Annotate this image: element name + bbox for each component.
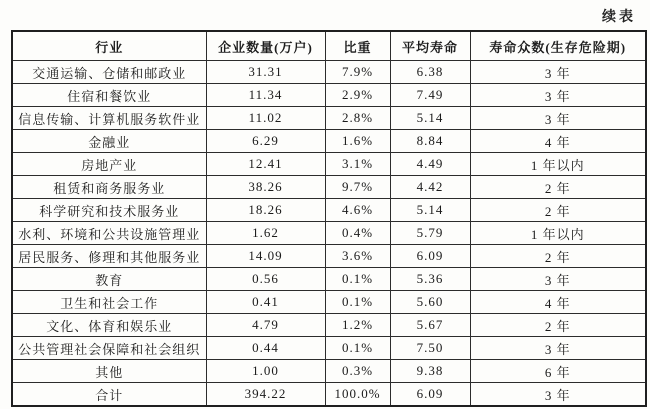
- enterprise-count-cell: 18.26: [206, 199, 325, 222]
- enterprise-count-cell: 11.02: [206, 107, 325, 130]
- enterprise-count-cell: 0.56: [206, 268, 325, 291]
- industry-cell: 居民服务、修理和其他服务业: [12, 245, 206, 268]
- industry-cell: 卫生和社会工作: [12, 291, 206, 314]
- lifespan-mode-cell: 2 年: [470, 199, 646, 222]
- table-row: [12, 107, 646, 130]
- col-header-proportion: 比重: [325, 31, 390, 61]
- lifespan-mode-cell: 3 年: [470, 61, 646, 84]
- proportion-cell: 0.3%: [325, 360, 390, 383]
- table-row: [12, 199, 646, 222]
- industry-cell: 公共管理社会保障和社会组织: [12, 337, 206, 360]
- average-lifespan-cell: 6.09: [390, 383, 470, 407]
- industry-cell: 文化、体育和娱乐业: [12, 314, 206, 337]
- table-row-total: [12, 383, 646, 407]
- lifespan-mode-cell: 2 年: [470, 314, 646, 337]
- proportion-cell: 3.6%: [325, 245, 390, 268]
- average-lifespan-cell: 4.42: [390, 176, 470, 199]
- enterprise-count-cell: 11.34: [206, 84, 325, 107]
- table-row: [12, 245, 646, 268]
- enterprise-count-cell: 6.29: [206, 130, 325, 153]
- lifespan-mode-cell: 3 年: [470, 84, 646, 107]
- proportion-cell: 100.0%: [325, 383, 390, 407]
- proportion-cell: 0.4%: [325, 222, 390, 245]
- lifespan-mode-cell: 4 年: [470, 130, 646, 153]
- average-lifespan-cell: 8.84: [390, 130, 470, 153]
- enterprise-count-cell: 0.44: [206, 337, 325, 360]
- table-row: [12, 314, 646, 337]
- col-header-industry: 行业: [12, 31, 206, 61]
- table-row: [12, 130, 646, 153]
- average-lifespan-cell: 5.36: [390, 268, 470, 291]
- average-lifespan-cell: 7.50: [390, 337, 470, 360]
- industry-cell: 交通运输、仓储和邮政业: [12, 61, 206, 84]
- table-header: [12, 31, 646, 61]
- enterprise-count-cell: 1.62: [206, 222, 325, 245]
- proportion-cell: 4.6%: [325, 199, 390, 222]
- average-lifespan-cell: 5.14: [390, 107, 470, 130]
- col-header-average-lifespan: 平均寿命: [390, 31, 470, 61]
- industry-cell: 教育: [12, 268, 206, 291]
- table-row: [12, 61, 646, 84]
- lifespan-mode-cell: 2 年: [470, 245, 646, 268]
- proportion-cell: 0.1%: [325, 291, 390, 314]
- industry-cell: 水利、环境和公共设施管理业: [12, 222, 206, 245]
- industry-cell: 合计: [12, 383, 206, 407]
- lifespan-mode-cell: 6 年: [470, 360, 646, 383]
- enterprise-count-cell: 394.22: [206, 383, 325, 407]
- proportion-cell: 9.7%: [325, 176, 390, 199]
- table-row: [12, 153, 646, 176]
- proportion-cell: 2.8%: [325, 107, 390, 130]
- proportion-cell: 1.2%: [325, 314, 390, 337]
- enterprise-count-cell: 12.41: [206, 153, 325, 176]
- proportion-cell: 1.6%: [325, 130, 390, 153]
- proportion-cell: 7.9%: [325, 61, 390, 84]
- average-lifespan-cell: 5.79: [390, 222, 470, 245]
- proportion-cell: 2.9%: [325, 84, 390, 107]
- proportion-cell: 3.1%: [325, 153, 390, 176]
- lifespan-mode-cell: 4 年: [470, 291, 646, 314]
- col-header-lifespan-mode: 寿命众数(生存危险期): [470, 31, 646, 61]
- industry-cell: 租赁和商务服务业: [12, 176, 206, 199]
- industry-cell: 其他: [12, 360, 206, 383]
- average-lifespan-cell: 5.67: [390, 314, 470, 337]
- table-row: [12, 176, 646, 199]
- enterprise-count-cell: 0.41: [206, 291, 325, 314]
- enterprise-count-cell: 14.09: [206, 245, 325, 268]
- lifespan-mode-cell: 3 年: [470, 383, 646, 407]
- industry-cell: 住宿和餐饮业: [12, 84, 206, 107]
- average-lifespan-cell: 4.49: [390, 153, 470, 176]
- lifespan-mode-cell: 1 年以内: [470, 153, 646, 176]
- col-header-enterprise-count: 企业数量(万户): [206, 31, 325, 61]
- lifespan-mode-cell: 3 年: [470, 337, 646, 360]
- lifespan-mode-cell: 1 年以内: [470, 222, 646, 245]
- enterprise-count-cell: 1.00: [206, 360, 325, 383]
- proportion-cell: 0.1%: [325, 268, 390, 291]
- table-body: [12, 61, 646, 407]
- table-row: [12, 268, 646, 291]
- average-lifespan-cell: 6.38: [390, 61, 470, 84]
- table-row: [12, 84, 646, 107]
- industry-cell: 科学研究和技术服务业: [12, 199, 206, 222]
- industry-cell: 房地产业: [12, 153, 206, 176]
- table-row: [12, 360, 646, 383]
- industry-cell: 金融业: [12, 130, 206, 153]
- continuation-table-label: 续表: [602, 10, 636, 25]
- average-lifespan-cell: 5.60: [390, 291, 470, 314]
- industry-cell: 信息传输、计算机服务软件业: [12, 107, 206, 130]
- lifespan-mode-cell: 3 年: [470, 107, 646, 130]
- lifespan-mode-cell: 3 年: [470, 268, 646, 291]
- enterprise-count-cell: 31.31: [206, 61, 325, 84]
- header-row: [12, 31, 646, 61]
- table-row: [12, 222, 646, 245]
- industry-lifespan-table: [11, 30, 647, 407]
- average-lifespan-cell: 5.14: [390, 199, 470, 222]
- average-lifespan-cell: 7.49: [390, 84, 470, 107]
- enterprise-count-cell: 38.26: [206, 176, 325, 199]
- average-lifespan-cell: 9.38: [390, 360, 470, 383]
- enterprise-count-cell: 4.79: [206, 314, 325, 337]
- average-lifespan-cell: 6.09: [390, 245, 470, 268]
- lifespan-mode-cell: 2 年: [470, 176, 646, 199]
- proportion-cell: 0.1%: [325, 337, 390, 360]
- table-row: [12, 291, 646, 314]
- table-row: [12, 337, 646, 360]
